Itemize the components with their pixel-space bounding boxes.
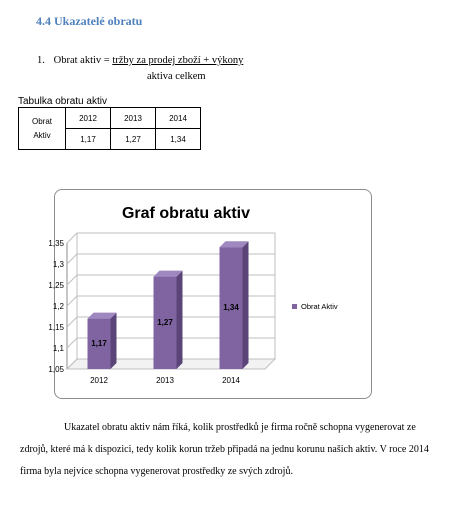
paragraph-text: Ukazatel obratu aktiv nám říká, kolik prostředků je firma ročně schopna vygenerovat ze zdrojů, které má k dispozici, tedy kolik korun tržeb připadá na jednu korunu našich aktiv. V roce 2014 firma byla nejvíce schopna vygenerovat prostředky ze svých zdrojů. bbox=[20, 422, 429, 477]
bar-2014 bbox=[220, 241, 249, 369]
year-cell-2014: 2014 bbox=[156, 108, 201, 129]
data-label: 1,34 bbox=[223, 303, 239, 313]
legend-label: Obrat Aktiv bbox=[301, 302, 338, 311]
y-tick-label: 1,25 bbox=[48, 281, 64, 290]
y-tick-label: 1,3 bbox=[52, 260, 64, 269]
chart-title: Graf obratu aktiv bbox=[121, 205, 251, 222]
y-tick-label: 1,05 bbox=[48, 365, 64, 374]
formula-denominator: aktiva celkem bbox=[147, 71, 206, 82]
turnover-chart bbox=[48, 190, 371, 398]
gridline-depth bbox=[67, 254, 77, 264]
x-tick-label: 2013 bbox=[156, 376, 174, 385]
table-header-row bbox=[19, 108, 201, 129]
gridline-depth bbox=[67, 275, 77, 285]
bar-2012 bbox=[88, 313, 117, 369]
chart-frame bbox=[48, 189, 372, 399]
gridline-depth bbox=[67, 317, 77, 327]
value-cell-2014: 1,34 bbox=[156, 129, 201, 150]
year-cell-2013: 2013 bbox=[111, 108, 156, 129]
body-paragraph bbox=[20, 417, 445, 483]
y-tick-label: 1,1 bbox=[52, 344, 64, 353]
formula-line bbox=[37, 55, 243, 66]
y-tick-label: 1,35 bbox=[48, 239, 64, 248]
bar-side bbox=[177, 271, 183, 369]
y-tick-label: 1,15 bbox=[48, 323, 64, 332]
value-cell-2013: 1,27 bbox=[111, 129, 156, 150]
formula-numerator: tržby za prodej zboží + výkony bbox=[112, 55, 244, 66]
formula-name: Obrat aktiv = bbox=[53, 55, 113, 66]
bar-side bbox=[111, 313, 117, 369]
bar-2013 bbox=[154, 271, 183, 369]
table-row-label bbox=[19, 108, 66, 150]
bar-side bbox=[243, 241, 249, 369]
x-tick-label: 2012 bbox=[90, 376, 108, 385]
gridline-depth bbox=[67, 338, 77, 348]
x-tick-label: 2014 bbox=[222, 376, 240, 385]
gridline-depth bbox=[67, 296, 77, 306]
row-label-line1: Obrat bbox=[31, 116, 52, 126]
data-label: 1,17 bbox=[91, 338, 107, 348]
section-heading: 4.4 Ukazatelé obratu bbox=[36, 14, 143, 28]
legend-swatch bbox=[292, 304, 297, 309]
gridline-depth bbox=[67, 233, 77, 243]
turnover-table bbox=[18, 107, 201, 150]
value-cell-2012: 1,17 bbox=[66, 129, 111, 150]
table-caption: Tabulka obratu aktiv bbox=[18, 96, 107, 107]
data-label: 1,27 bbox=[157, 317, 173, 327]
row-label-line2: Aktiv bbox=[33, 130, 51, 140]
year-cell-2012: 2012 bbox=[66, 108, 111, 129]
y-tick-label: 1,2 bbox=[52, 302, 64, 311]
formula-number: 1. bbox=[37, 55, 45, 66]
